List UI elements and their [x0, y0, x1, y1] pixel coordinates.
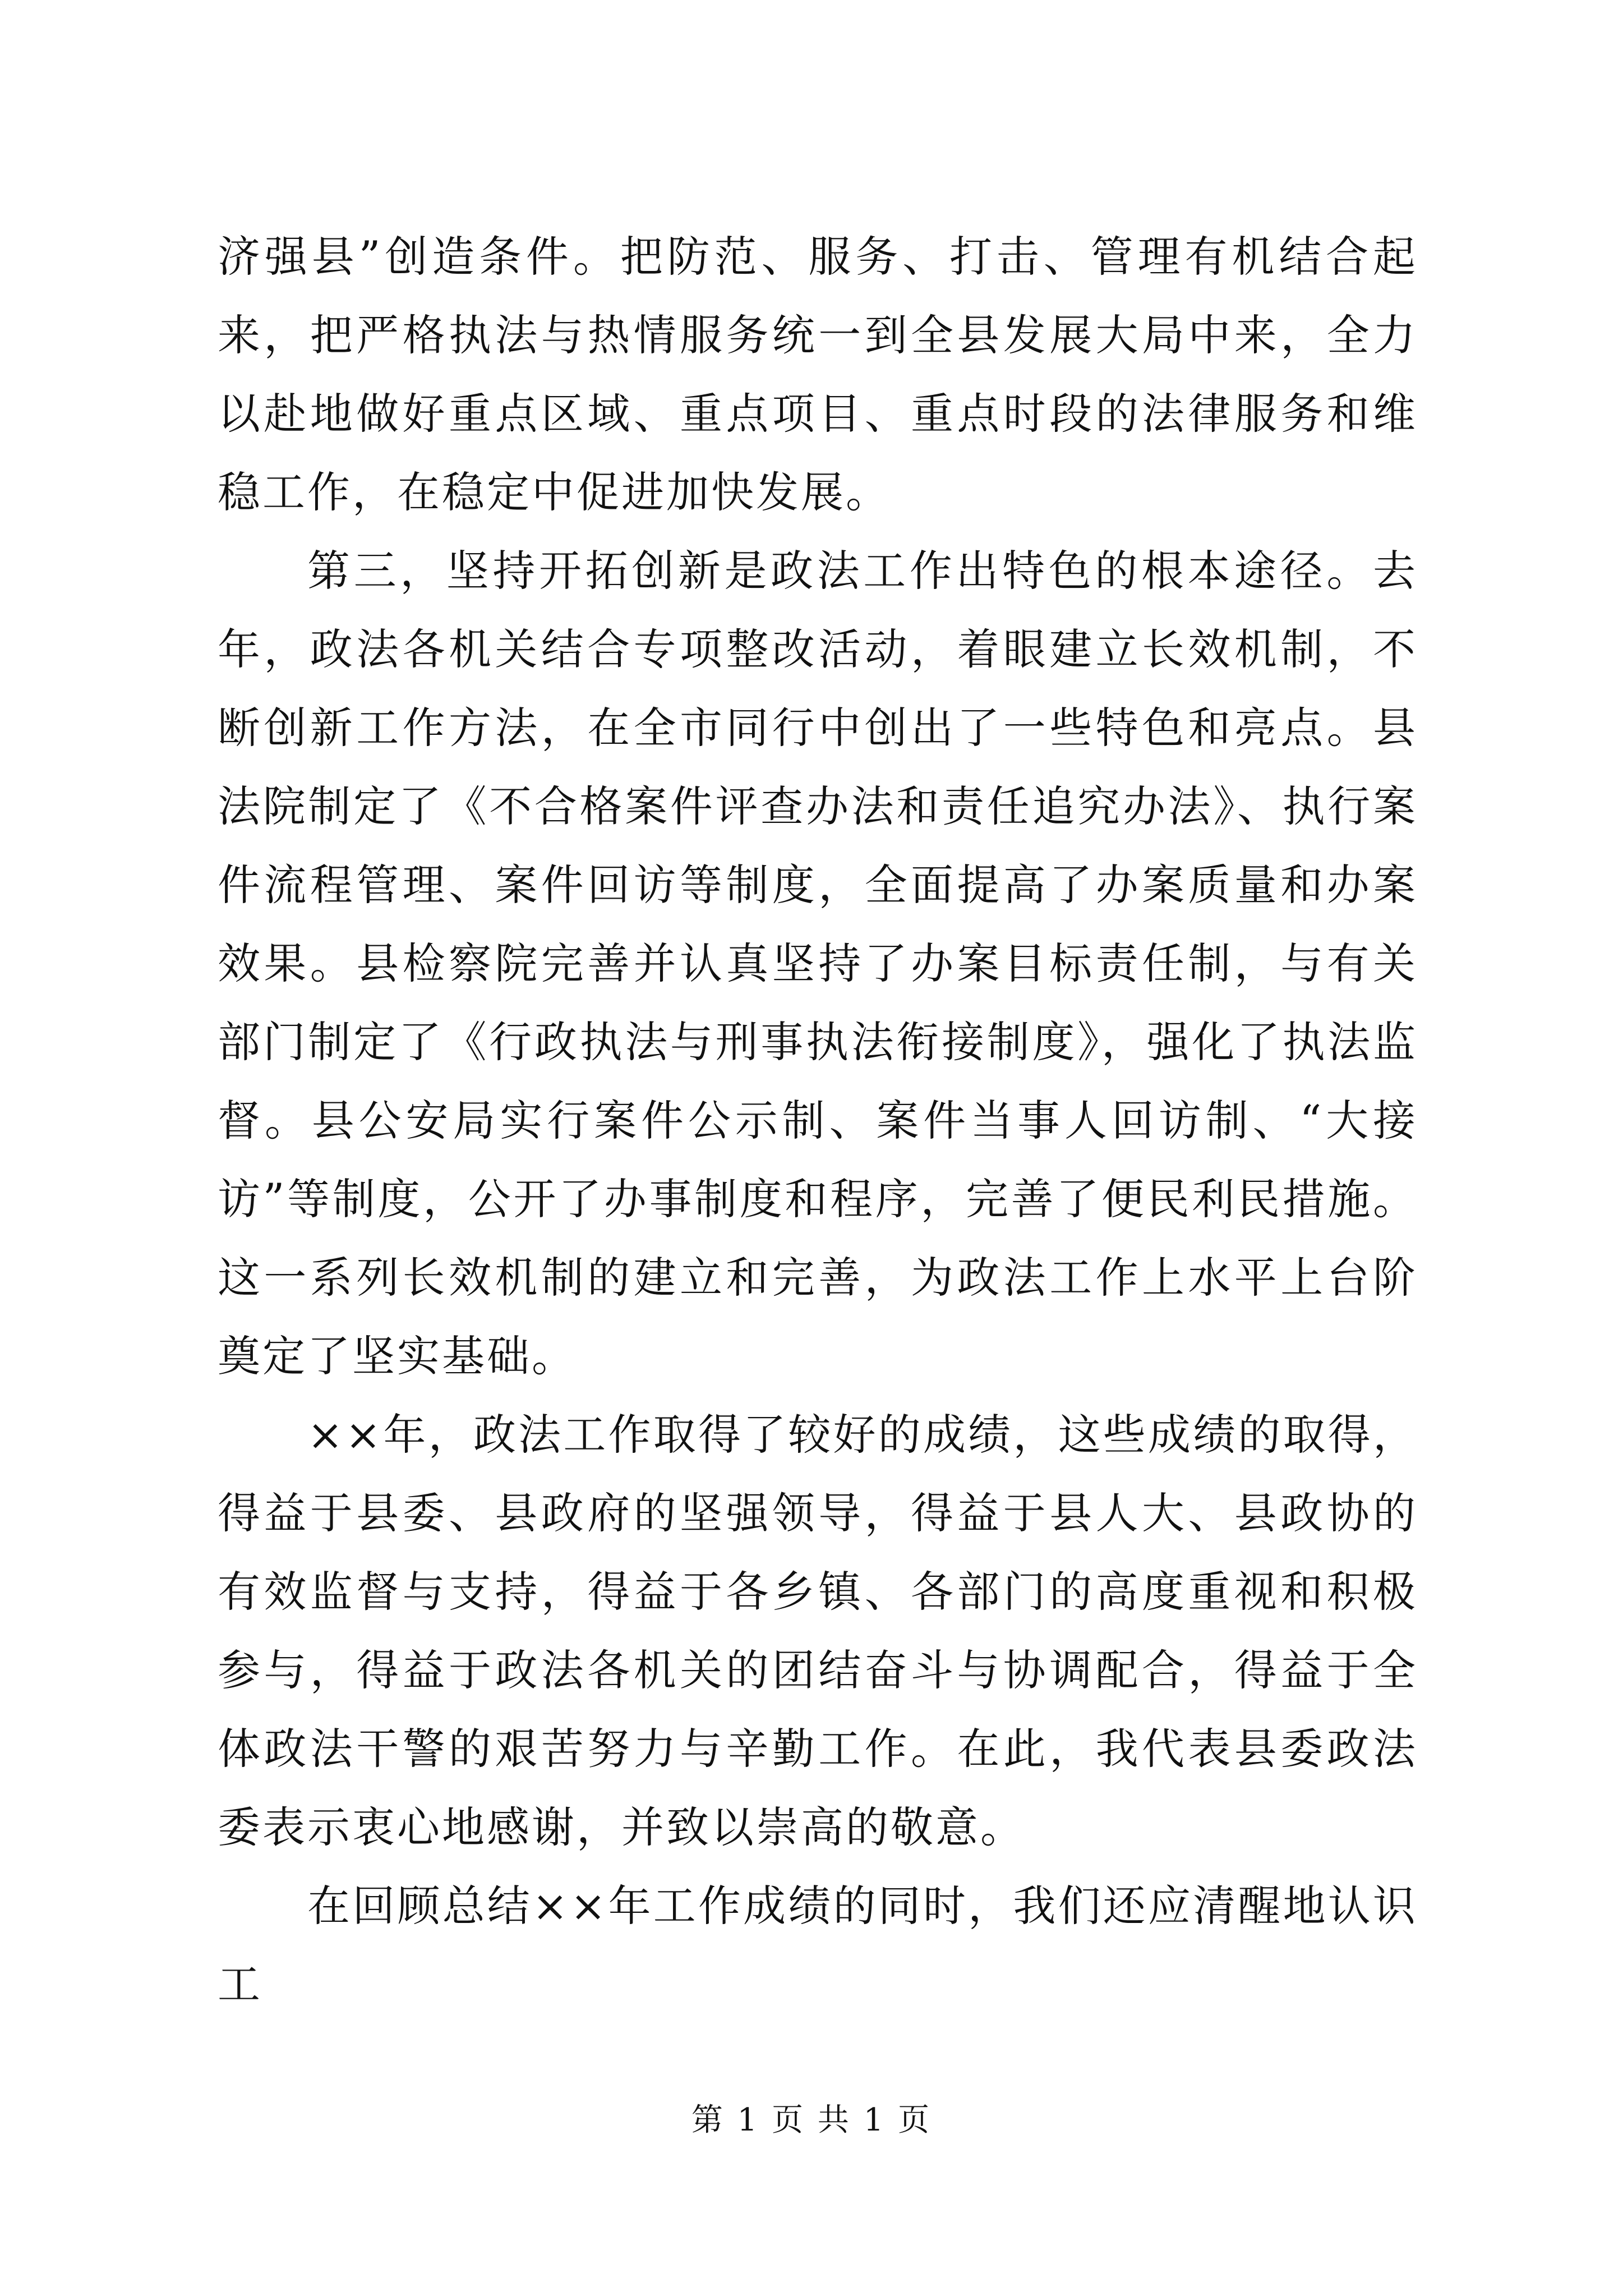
paragraph-innovation: 第三，坚持开拓创新是政法工作出特色的根本途径。去年，政法各机关结合专项整改活动，着眼建立长效机制，不断创新工作方法，在全市同行中创出了一些特色和亮点。县法院制定了《不合格案件评查办法和责任追究办法》、执行案件流程管理、案件回访等制度，全面提高了办案质量和办案效果。县检察院完善并认真坚持了办案目标责任制，与有关部门制定了《行政执法与刑事执法衔接制度》，强化了执法监督。县公安局实行案件公示制、案件当事人回访制、“大接访”等制度，公开了办事制度和程序，完善了便民利民措施。这一系列长效机制的建立和完善，为政法工作上水平上台阶奠定了坚实基础。 — [218, 546, 1418, 1381]
paragraph-acknowledgement: ××年，政法工作取得了较好的成绩，这些成绩的取得，得益于县委、县政府的坚强领导，得益于县人大、县政协的有效监督与支持，得益于各乡镇、各部门的高度重视和积极参与，得益于政法各机关的团结奋斗与协调配合，得益于全体政法干警的艰苦努力与辛勤工作。在此，我代表县委政法委表示衷心地感谢，并致以崇高的敬意。 — [218, 1410, 1418, 1852]
paragraph-continued: 济强县”创造条件。把防范、服务、打击、管理有机结合起来，把严格执法与热情服务统一到全县发展大局中来，全力以赴地做好重点区域、重点项目、重点时段的法律服务和维稳工作，在稳定中促进加快发展。 — [218, 232, 1418, 517]
paragraph-review: 在回顾总结××年工作成绩的同时，我们还应清醒地认识工 — [218, 1881, 1418, 2009]
document-body — [218, 218, 1418, 2024]
page-footer: 第 1 页 共 1 页 — [691, 2102, 932, 2138]
